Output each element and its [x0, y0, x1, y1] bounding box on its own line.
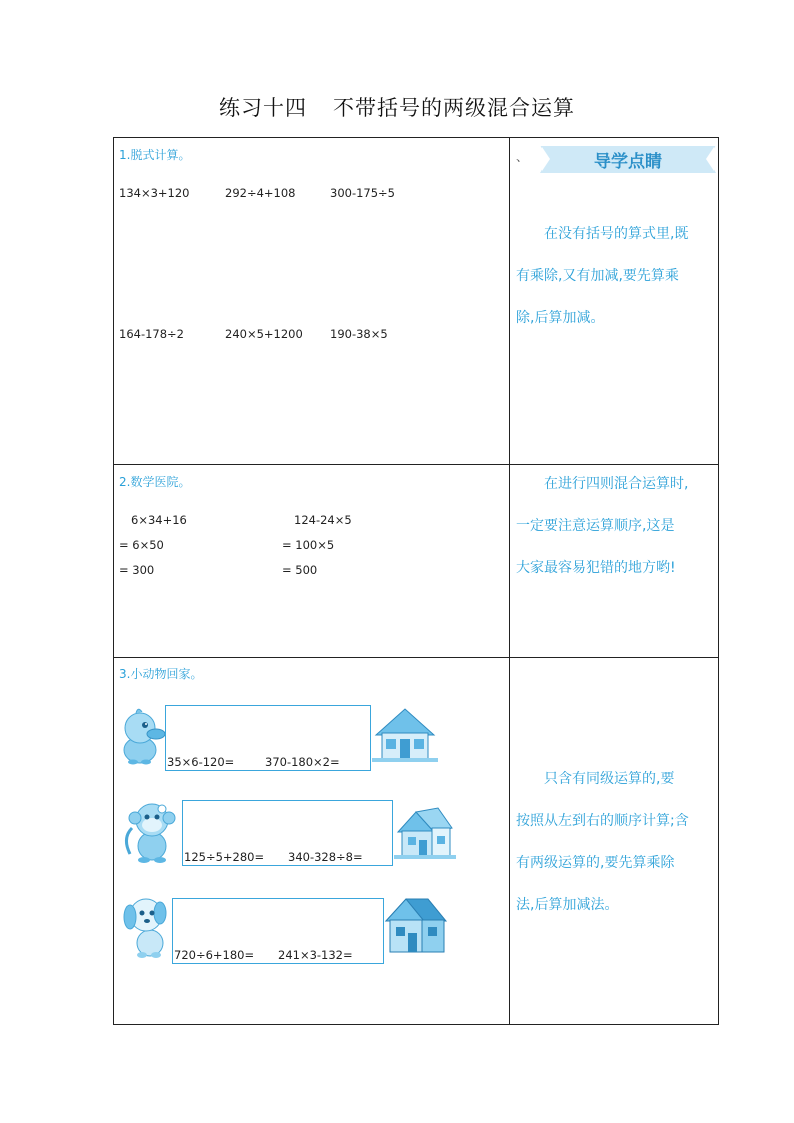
hint-2-line-2: 一定要注意运算顺序,这是	[516, 518, 675, 534]
page-title	[0, 92, 794, 122]
wrong-calc-right-1: 124-24×5	[294, 513, 352, 527]
expr-1-5: 240×5+1200	[225, 327, 303, 341]
expr-1-3: 300-175÷5	[330, 186, 396, 200]
expr-1-1: 134×3+120	[119, 186, 190, 200]
monkey-expr-2: 340-328÷8=	[288, 850, 363, 864]
hint-2	[516, 463, 716, 589]
title-part1: 练习十四	[219, 96, 307, 120]
wrong-calc-left-1: 6×34+16	[131, 513, 187, 527]
house-icon	[384, 895, 448, 957]
hint-2-line-1: 在进行四则混合运算时,	[516, 476, 689, 492]
duck-expr-2: 370-180×2=	[265, 755, 340, 769]
hint-3	[516, 758, 716, 926]
hint-1	[516, 213, 716, 339]
hint-3-line-2: 按照从左到右的顺序计算;含	[516, 813, 689, 829]
duck-expr-1: 35×6-120=	[167, 755, 235, 769]
hint-3-line-4: 法,后算加减法。	[516, 897, 619, 913]
wrong-calc-right-2: = 100×5	[282, 538, 335, 552]
hint-2-line-3: 大家最容易犯错的地方哟!	[516, 560, 676, 576]
monkey-icon	[122, 798, 182, 864]
hint-3-line-1: 只含有同级运算的,要	[516, 771, 675, 787]
duck-icon	[118, 704, 168, 766]
row-divider-2	[113, 657, 719, 658]
hint-1-line-3: 除,后算加减。	[516, 310, 605, 326]
monkey-expr-1: 125÷5+280=	[184, 850, 265, 864]
expr-1-6: 190-38×5	[330, 327, 388, 341]
hint-1-line-2: 有乘除,又有加减,要先算乘	[516, 268, 679, 284]
dog-icon	[120, 893, 176, 959]
column-divider	[509, 137, 510, 1025]
dog-expr-1: 720÷6+180=	[174, 948, 255, 962]
wrong-calc-left-2: = 6×50	[119, 538, 164, 552]
hint-3-line-3: 有两级运算的,要先算乘除	[516, 855, 675, 871]
house-icon	[394, 804, 456, 860]
wrong-calc-left-3: = 300	[119, 563, 155, 577]
section2-heading: 2.数学医院。	[119, 475, 191, 489]
hint-1-line-1: 在没有括号的算式里,既	[516, 226, 689, 242]
house-icon	[370, 705, 440, 763]
expr-1-2: 292÷4+108	[225, 186, 296, 200]
section1-heading: 1.脱式计算。	[119, 148, 191, 162]
dog-expr-2: 241×3-132=	[278, 948, 353, 962]
banner-mark: 、	[516, 150, 529, 164]
banner-label: 导学点睛	[594, 152, 662, 172]
section3-heading: 3.小动物回家。	[119, 667, 203, 681]
title-part2: 不带括号的两级混合运算	[333, 96, 575, 120]
wrong-calc-right-3: = 500	[282, 563, 318, 577]
expr-1-4: 164-178÷2	[119, 327, 185, 341]
